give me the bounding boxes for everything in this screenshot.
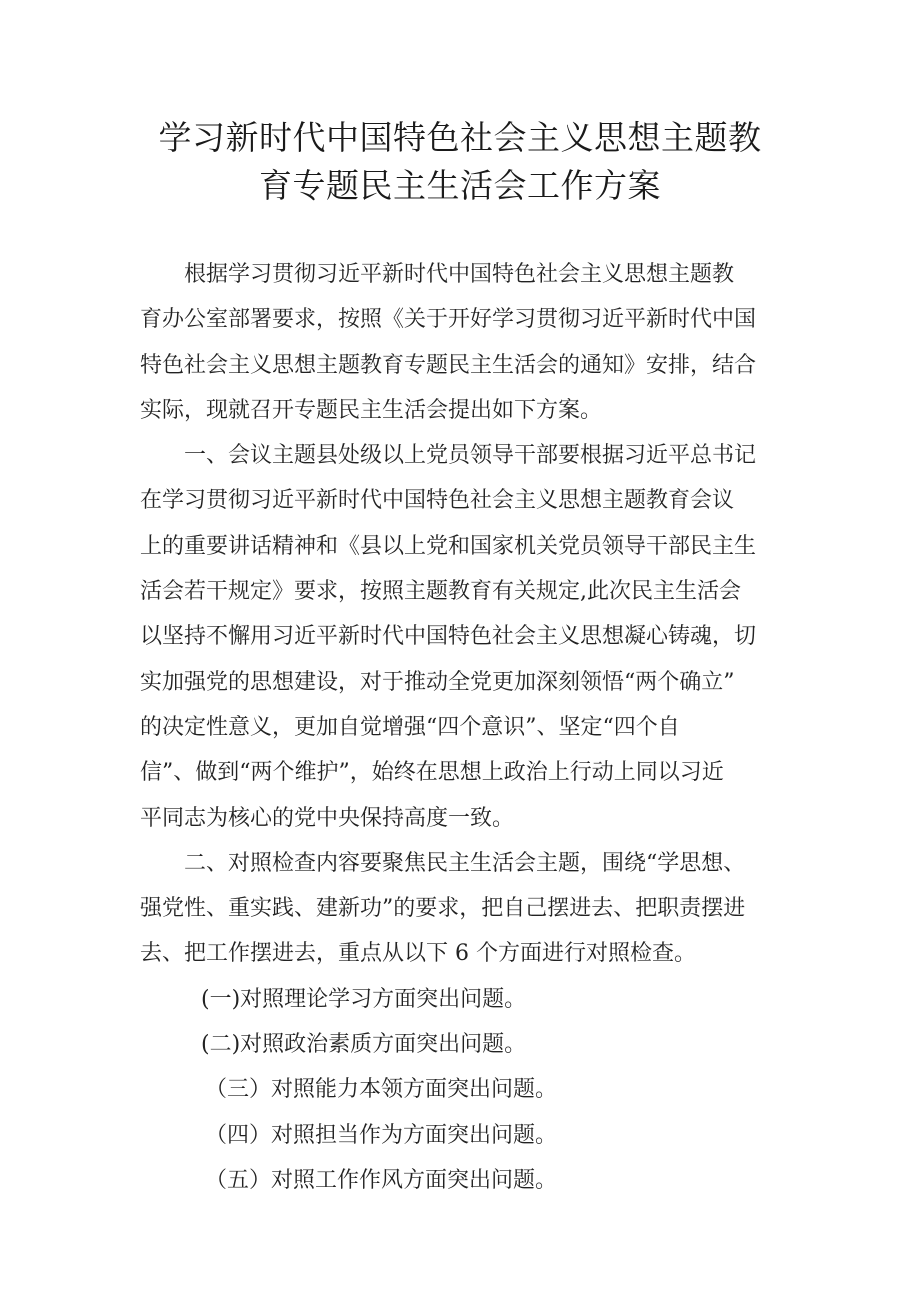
paragraph-line: 去、把工作摆进去，重点从以下 6 个方面进行对照检查。: [140, 941, 696, 967]
list-item: （四）对照担当作为方面突出问题。: [205, 1122, 558, 1148]
paragraph-line: 实际，现就召开专题民主生活会提出如下方案。: [140, 397, 603, 423]
paragraph-line: 活会若干规定》要求，按照主题教育有关规定,此次民主生活会: [140, 579, 741, 605]
paragraph-line: 强党性、重实践、建新功”的要求，把自己摆进去、把职责摆进: [140, 896, 746, 922]
list-item: (二)对照政治素质方面突出问题。: [201, 1032, 527, 1058]
paragraph-line: 根据学习贯彻习近平新时代中国特色社会主义思想主题教: [184, 262, 735, 287]
paragraph-line: 上的重要讲话精神和《县以上党和国家机关党员领导干部民主生: [140, 533, 757, 559]
document-title-line-1: 学习新时代中国特色社会主义思想主题教: [158, 118, 762, 157]
paragraph-line: 平同志为核心的党中央保持高度一致。: [140, 805, 515, 831]
document-body: [140, 252, 792, 1203]
paragraph-line: 一、会议主题县处级以上党员领导干部要根据习近平总书记: [184, 443, 757, 469]
list-item: （三）对照能力本领方面突出问题。: [205, 1077, 558, 1103]
paragraph-line: 在学习贯彻习近平新时代中国特色社会主义思想主题教育会议: [140, 488, 735, 514]
paragraph-line: 的决定性意义，更加自觉增强“四个意识”、坚定“四个自: [140, 714, 680, 740]
document-title-line-2: 育专题民主生活会工作方案: [259, 166, 661, 205]
paragraph-line: 特色社会主义思想主题教育专题民主生活会的通知》安排，结合: [140, 352, 757, 378]
paragraph-line: 育办公室部署要求，按照《关于开好学习贯彻习近平新时代中国: [140, 307, 757, 333]
list-item: （五）对照工作作风方面突出问题。: [205, 1167, 558, 1193]
paragraph-line: 实加强党的思想建设，对于推动全党更加深刻领悟“两个确立”: [140, 669, 735, 695]
list-item: (一)对照理论学习方面突出问题。: [201, 986, 527, 1012]
paragraph-line: 以坚持不懈用习近平新时代中国特色社会主义思想凝心铸魂，切: [140, 624, 757, 650]
paragraph-line: 二、对照检查内容要聚焦民主生活会主题，围绕“学思想、: [184, 850, 746, 876]
paragraph-line: 信”、做到“两个维护”，始终在思想上政治上行动上同以习近: [140, 760, 724, 786]
